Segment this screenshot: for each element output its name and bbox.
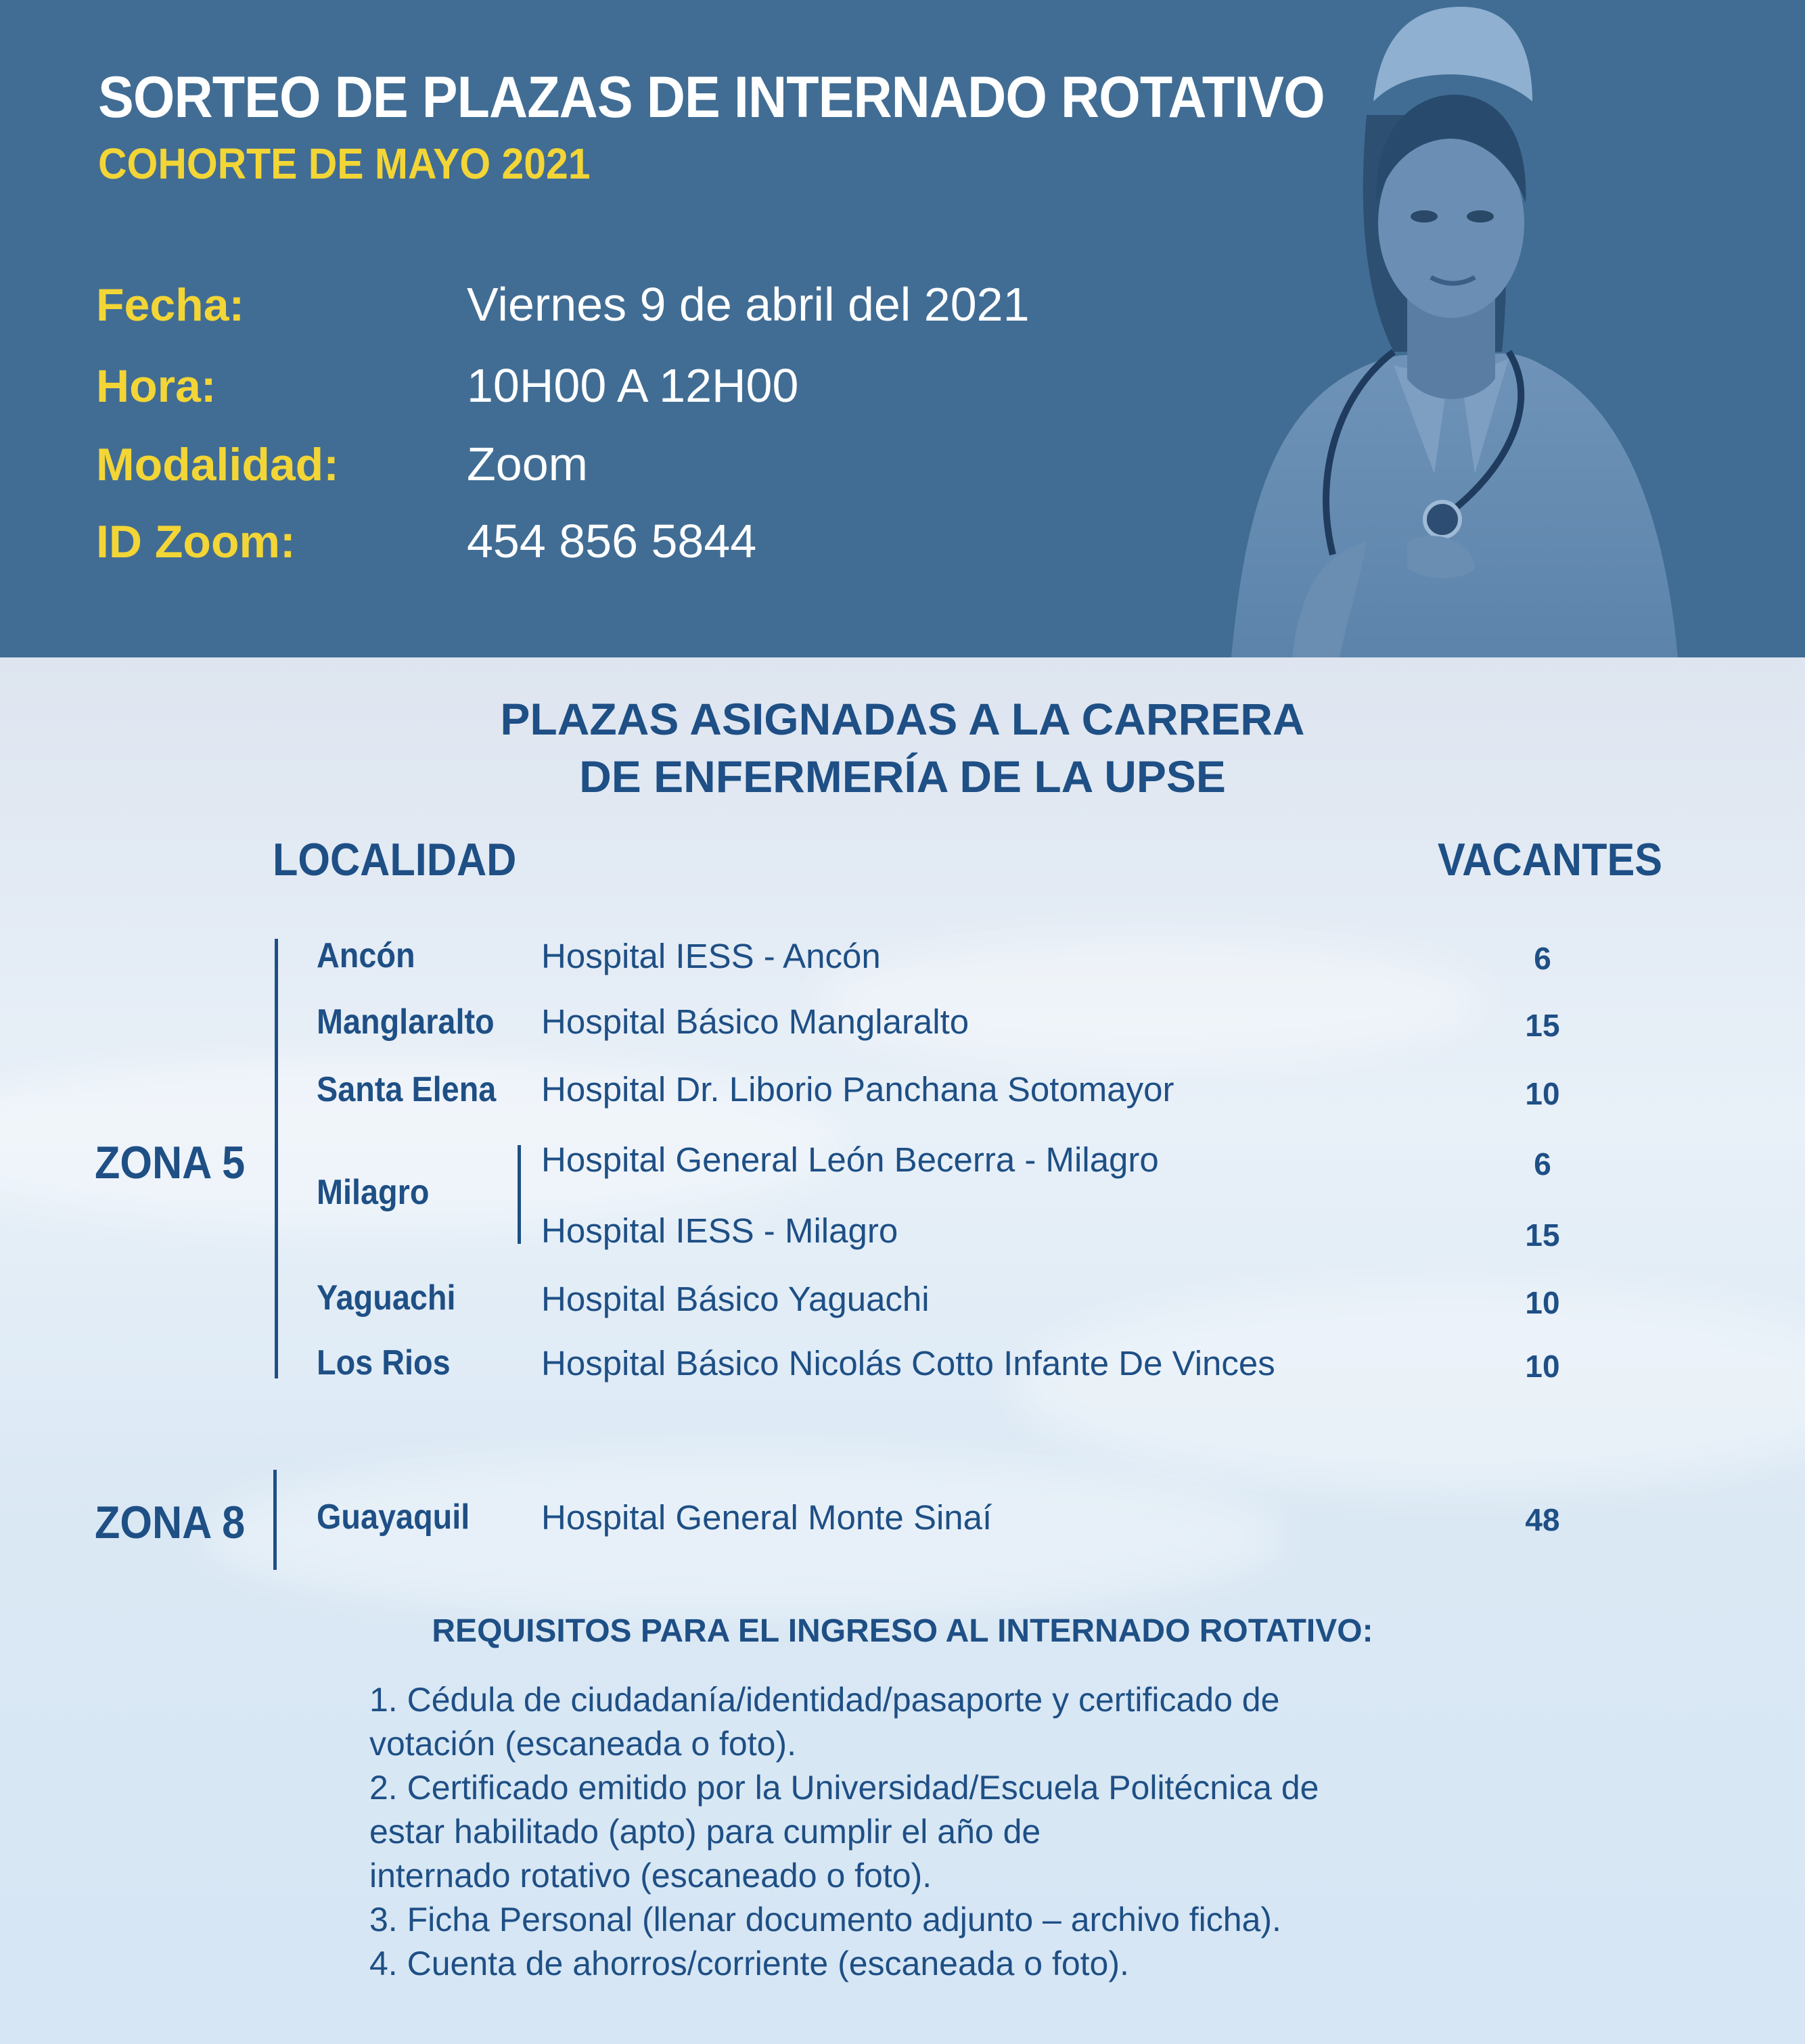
vacantes-cell: 10 [1525, 1349, 1560, 1384]
requirement-line: estar habilitado (apto) para cumplir el año de [369, 1813, 1041, 1851]
localidad-cell: Guayaquil [317, 1497, 470, 1537]
cloud-decoration [812, 933, 1488, 1069]
zona-5-label: ZONA 5 [95, 1137, 246, 1188]
time-value: 10H00 A 12H00 [467, 359, 799, 412]
hospital-cell: Hospital IESS - Ancón [541, 937, 881, 975]
requirement-line: 3. Ficha Personal (llenar documento adjunto – archivo ficha). [369, 1901, 1281, 1938]
cohort-subtitle: COHORTE DE MAYO 2021 [98, 139, 591, 188]
hospital-cell: Hospital Básico Manglaralto [541, 1002, 969, 1041]
hospital-cell: Hospital IESS - Milagro [541, 1211, 898, 1250]
requirement-line: 2. Certificado emitido por la Universidad/Escuela Politécnica de [369, 1769, 1319, 1807]
requirement-line: internado rotativo (escaneado o foto). [369, 1857, 932, 1895]
date-label: Fecha: [96, 279, 245, 331]
zoom-id-label: ID Zoom: [96, 516, 296, 567]
requirement-line: votación (escaneada o foto). [369, 1725, 796, 1763]
zona-8-label: ZONA 8 [95, 1497, 246, 1548]
section-title-line1: PLAZAS ASIGNADAS A LA CARRERA [500, 694, 1305, 744]
vacantes-cell: 10 [1525, 1285, 1560, 1320]
zona-8-bracket [273, 1470, 277, 1570]
vacantes-cell: 6 [1534, 1146, 1551, 1182]
localidad-cell: Milagro [317, 1173, 430, 1212]
cloud-decoration [1015, 1285, 1805, 1488]
milagro-bracket [518, 1145, 521, 1244]
hospital-cell: Hospital Dr. Liborio Panchana Sotomayor [541, 1070, 1174, 1109]
modality-value: Zoom [467, 438, 588, 490]
vacantes-column-header: VACANTES [1438, 834, 1663, 885]
vacantes-cell: 6 [1534, 941, 1551, 976]
date-value: Viernes 9 de abril del 2021 [467, 278, 1030, 331]
vacantes-cell: 10 [1525, 1076, 1560, 1111]
modality-label: Modalidad: [96, 439, 339, 490]
localidad-cell: Yaguachi [317, 1278, 456, 1318]
localidad-cell: Los Rios [317, 1343, 451, 1383]
localidad-cell: Santa Elena [317, 1070, 497, 1109]
hospital-cell: Hospital General León Becerra - Milagro [541, 1140, 1159, 1179]
vacantes-cell: 15 [1525, 1008, 1560, 1043]
localidad-column-header: LOCALIDAD [273, 834, 517, 885]
header-banner [0, 0, 1805, 657]
localidad-cell: Manglaralto [317, 1002, 495, 1042]
section-title-line2: DE ENFERMERÍA DE LA UPSE [579, 751, 1226, 802]
time-label: Hora: [96, 361, 216, 412]
vacantes-cell: 15 [1525, 1217, 1560, 1253]
requirement-line: 1. Cédula de ciudadanía/identidad/pasaporte y certificado de [369, 1681, 1280, 1719]
hospital-cell: Hospital Básico Yaguachi [541, 1280, 930, 1318]
event-title: SORTEO DE PLAZAS DE INTERNADO ROTATIVO [98, 65, 1325, 130]
hospital-cell: Hospital General Monte Sinaí [541, 1498, 992, 1537]
requirement-line: 4. Cuenta de ahorros/corriente (escaneada o foto). [369, 1945, 1129, 1982]
localidad-cell: Ancón [317, 936, 415, 975]
vacantes-cell: 48 [1525, 1502, 1560, 1537]
zona-5-bracket [275, 939, 278, 1378]
requirements-title: REQUISITOS PARA EL INGRESO AL INTERNADO ROTATIVO: [432, 1613, 1373, 1649]
hospital-cell: Hospital Básico Nicolás Cotto Infante De Vinces [541, 1344, 1275, 1383]
zoom-id-value: 454 856 5844 [467, 515, 757, 567]
